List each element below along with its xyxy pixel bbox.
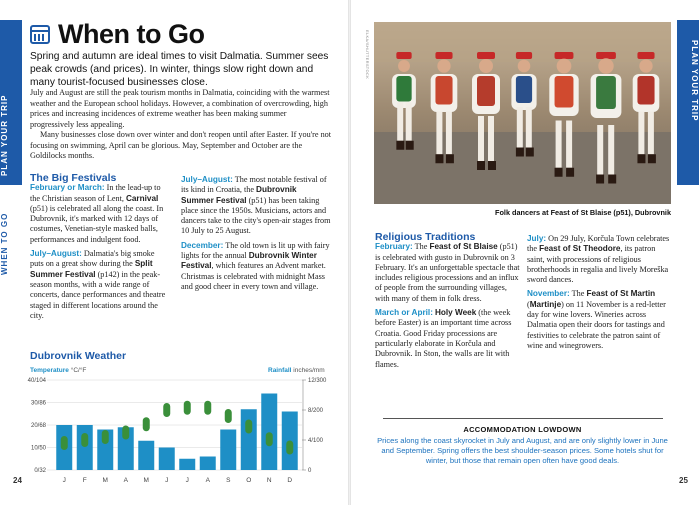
side-tab-bottom-label: WHEN TO GO <box>0 212 9 275</box>
festival-entry: February or March: In the lead-up to the Christian season of Lent, Carnival (p51) is celebrated all along the coast. In Dubrovnik, it's marked with 12 days of costumes, Venetian-style masked balls, performances and indulgent food. <box>30 183 164 244</box>
accommodation-title: ACCOMMODATION LOWDOWN <box>383 418 663 434</box>
religious-column-1 <box>375 232 520 374</box>
month-label: A <box>123 477 128 484</box>
rainfall-marker <box>143 417 150 431</box>
month-label: N <box>266 477 272 484</box>
left-tick-label: 0/32 <box>34 468 46 474</box>
rainfall-marker <box>204 401 211 415</box>
month-label: O <box>246 477 252 484</box>
month-label: D <box>287 477 293 484</box>
temperature-bar <box>220 430 236 471</box>
festival-entry: July–August: Dalmatia's big smoke puts on a great show during the Split Summer Festival (p142) in the peak-season months, with a wide range of concerts, dance performances and theatre staged in different locations around the city. <box>30 249 166 320</box>
right-tick-label: 0 <box>308 468 312 474</box>
tradition-entry: November: The Feast of St Martin (Martinje) on 11 November is a red-letter day for wine lovers. Wineries across Dalmatia open their doors for tastings and festivities to celebrate the patron saint of wine and winegrowers. <box>527 289 666 350</box>
gutter <box>348 0 351 505</box>
intro-text <box>30 88 332 162</box>
month-label: J <box>165 477 169 484</box>
rainfall-marker <box>102 430 109 444</box>
section-heading-religious: Religious Traditions <box>375 231 476 243</box>
left-tick-label: 30/86 <box>30 400 46 407</box>
right-side-tab <box>677 0 699 505</box>
temperature-bar <box>179 459 195 470</box>
folk-dancers-illustration <box>374 22 671 204</box>
photo-caption: Folk dancers at Feast of St Blaise (p51), Dubrovnik <box>495 208 671 217</box>
section-heading-big-festivals: The Big Festivals <box>30 172 117 184</box>
calendar-icon <box>30 25 50 44</box>
lede-paragraph: Spring and autumn are ideal times to visit Dalmatia. Summer sees peak crowds (and prices). In winter, things slow right down and many tourist-focused businesses close. <box>30 51 329 88</box>
right-tick-label: 8/200 <box>308 408 324 414</box>
rainfall-axis-name: Rainfall inches/mm <box>268 367 325 374</box>
month-label: F <box>82 477 87 484</box>
side-tab-top-label: PLAN YOUR TRIP <box>690 40 699 122</box>
rainfall-marker <box>266 432 273 446</box>
temperature-bar <box>77 425 93 470</box>
temperature-bar <box>200 457 216 471</box>
religious-column-2 <box>527 234 672 355</box>
rainfall-marker <box>286 441 293 455</box>
accommodation-body: Prices along the coast skyrocket in July and August, and are only slightly lower in June and September. Spring offers the best shoulder-season prices. Some hotels shut for winter, but those that remain open often have good deals. <box>377 436 668 465</box>
rainfall-marker <box>122 426 129 440</box>
rainfall-marker <box>163 403 170 417</box>
big-festivals-column-2 <box>181 175 331 296</box>
month-label: A <box>205 477 210 484</box>
weather-chart <box>20 375 340 487</box>
month-label: M <box>102 477 108 484</box>
rainfall-marker <box>245 420 252 434</box>
intro-paragraph: July and August are still the peak tourism months in Dalmatia, coinciding with the warmest weather and the European school holidays. However, a combination of overcrowding, high prices and increasing incidences of extreme weather has been making summer progressively less appealing. <box>30 88 330 129</box>
left-tick-label: 40/104 <box>27 378 46 384</box>
side-tab-top-label: PLAN YOUR TRIP <box>0 94 9 176</box>
month-label: J <box>62 477 66 484</box>
rainfall-marker <box>61 436 68 450</box>
weather-heading: Dubrovnik Weather <box>30 350 127 362</box>
temperature-bar <box>241 409 257 470</box>
rainfall-marker <box>184 401 191 415</box>
photo-credit: ELKA/SHUTTERSTOCK <box>365 30 370 80</box>
intro-paragraph: Many businesses close down over winter and don't reopen until after Easter. If you're not focusing on swimming, April can be glorious. May, September and October are the Goldilocks months. <box>30 130 332 160</box>
right-tick-label: 12/300 <box>308 378 327 384</box>
temperature-bar <box>138 441 154 470</box>
page-number: 25 <box>679 476 688 485</box>
festival-entry: July–August: The most notable festival of its kind in Croatia, the Dubrovnik Summer Festival (p51) has been taking place since the 1950s. Musicians, actors and dancers take to the city's open-air stages from 10 July to 25 August. <box>181 175 331 236</box>
temperature-axis-name: Temperature °C/°F <box>30 367 87 374</box>
rainfall-marker <box>81 433 88 447</box>
tradition-entry: July: On 29 July, Korčula Town celebrates the Feast of St Theodore, its patron saint, with processions of religious brotherhoods in regalia and lively Moreška sword dances. <box>527 234 670 285</box>
page-title: When to Go <box>58 18 205 49</box>
accommodation-box <box>370 418 675 466</box>
left-tick-label: 10/50 <box>30 445 46 452</box>
right-tick-label: 4/100 <box>308 438 324 444</box>
left-side-tab <box>0 0 22 505</box>
month-label: M <box>143 477 149 484</box>
rainfall-marker <box>225 409 232 423</box>
month-label: J <box>185 477 189 484</box>
festival-entry: December: The old town is lit up with fairy lights for the annual Dubrovnik Winter Festival, which features an Advent market. Christmas is celebrated with midnight Mass and good cheer in every town and village. <box>181 240 330 291</box>
month-label: S <box>226 477 231 484</box>
left-tick-label: 20/68 <box>30 423 46 429</box>
big-festivals-column-1 <box>30 173 170 325</box>
tradition-entry: March or April: Holy Week (the week before Easter) is an important time across Croatia. Good Friday processions are particularly elaborate in Korčula and Dubrovnik. In Ston, the walls are lit with flames. <box>375 308 512 369</box>
page-number: 24 <box>13 476 22 485</box>
temperature-bar <box>159 448 175 471</box>
temperature-bar <box>261 394 277 471</box>
folk-dancers-photo <box>374 22 671 204</box>
title-row <box>30 19 204 49</box>
side-tab-bottom-label: WHEN TO GO <box>690 122 699 185</box>
tradition-entry: February: The Feast of St Blaise (p51) is celebrated with gusto in Dubrovnik on 3 February. It's an unforgettable spectacle that includes religious processions and an influx of people from the surrounding villages, with many of them in folk dress. <box>375 242 520 303</box>
